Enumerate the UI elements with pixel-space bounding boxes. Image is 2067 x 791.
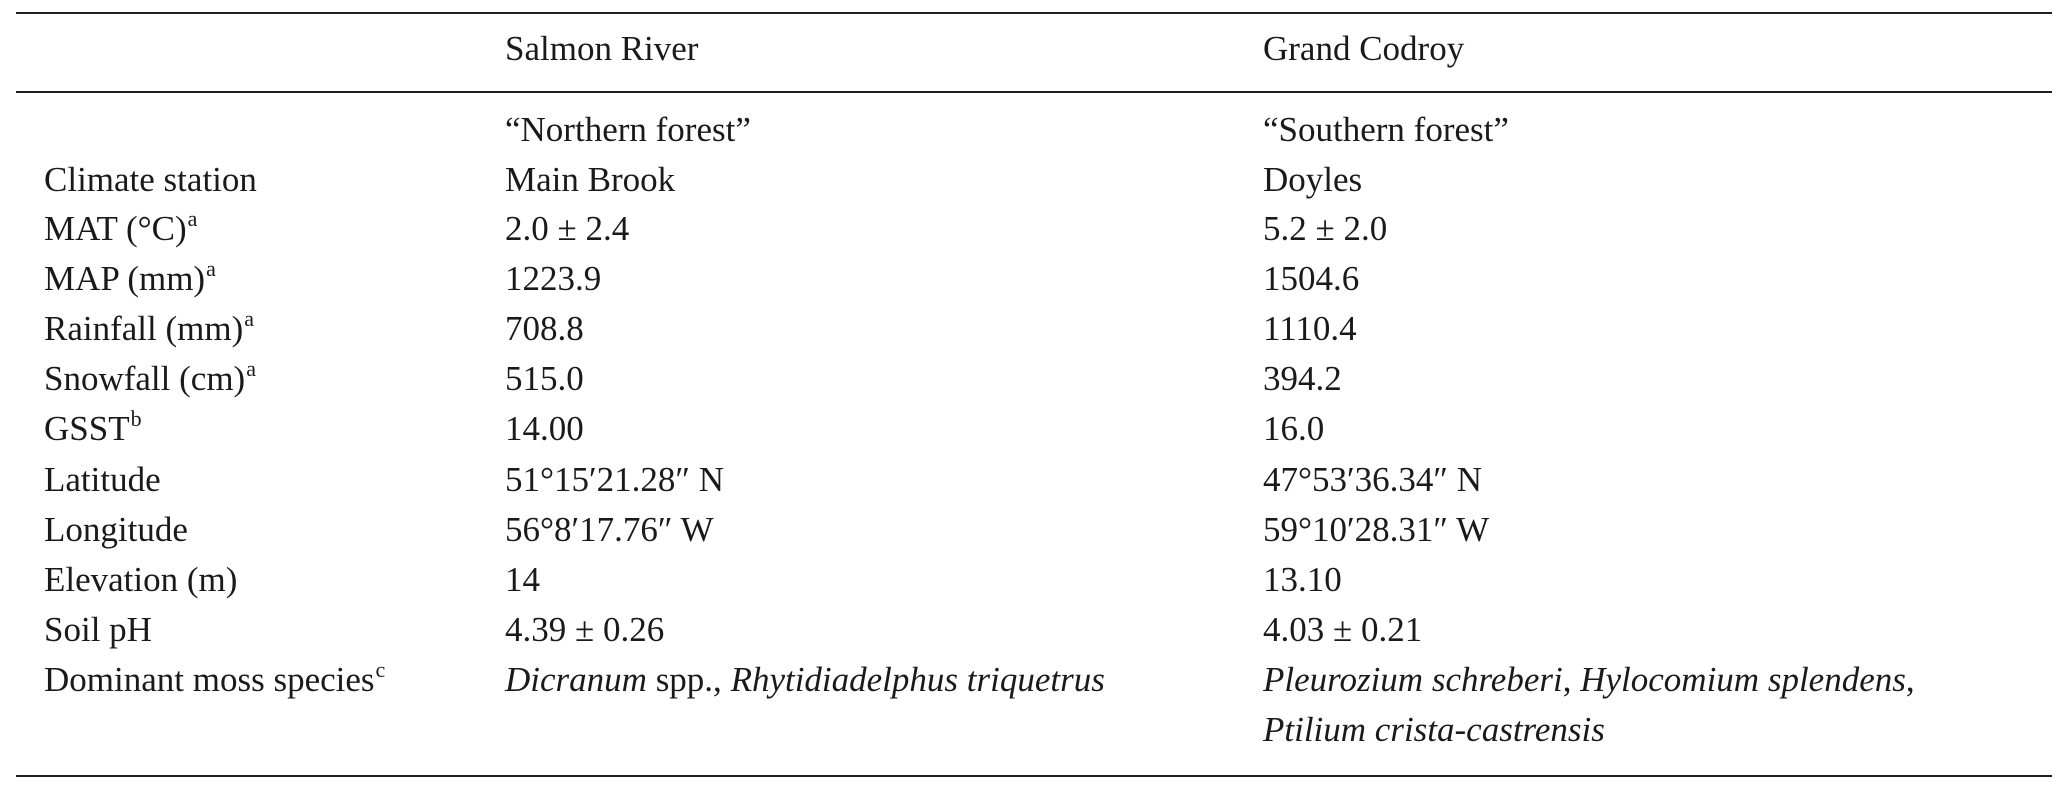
row-label-moss: Dominant moss species$^c$ — [44, 657, 386, 699]
table-cell: 14.00 — [505, 409, 584, 448]
moss-codroy-line2 — [1263, 705, 1605, 755]
table-cell: 708.8 — [505, 309, 584, 348]
table-cell: 1110.4 — [1263, 309, 1357, 348]
moss-species: Hylocomium splendens — [1580, 660, 1906, 699]
table-cell: 4.03 ± 0.21 — [1263, 610, 1423, 649]
table-cell: 13.10 — [1263, 560, 1342, 599]
moss-species: Ptilium crista-castrensis — [1263, 710, 1605, 749]
table-cell: 5.2 ± 2.0 — [1263, 209, 1388, 248]
forest-label-codroy: “Southern forest” — [1263, 110, 1509, 149]
table-cell: 59°10′28.31″ W — [1263, 510, 1490, 549]
table-cell: 1223.9 — [505, 259, 602, 298]
table-cell: 14 — [505, 560, 540, 599]
row-label: Longitude — [44, 510, 188, 549]
moss-species: Rhytidiadelphus triquetrus — [730, 660, 1105, 699]
row-label: Climate station — [44, 160, 257, 199]
table-cell: 47°53′36.34″ N — [1263, 460, 1483, 499]
row-label: Elevation (m) — [44, 560, 238, 599]
top-rule — [16, 12, 2052, 14]
table-cell: 394.2 — [1263, 359, 1342, 398]
table-cell: 515.0 — [505, 359, 584, 398]
table-cell: 56°8′17.76″ W — [505, 510, 714, 549]
moss-salmon — [505, 655, 1105, 705]
moss-genus: Dicranum — [505, 660, 647, 699]
row-label: GSST$^b$ — [44, 406, 142, 448]
column-header-grand-codroy: Grand Codroy — [1263, 29, 1465, 68]
table-cell: 4.39 ± 0.26 — [505, 610, 665, 649]
table-cell: Doyles — [1263, 160, 1363, 199]
row-label: Latitude — [44, 460, 161, 499]
row-label: MAP (mm)$^a$ — [44, 256, 216, 298]
row-label: Snowfall (cm)$^a$ — [44, 356, 256, 398]
table-cell: Main Brook — [505, 160, 676, 199]
forest-label-salmon: “Northern forest” — [505, 110, 751, 149]
row-label: Rainfall (mm)$^a$ — [44, 306, 255, 348]
table-cell: 16.0 — [1263, 409, 1325, 448]
header-rule — [16, 91, 2052, 93]
table-cell: 2.0 ± 2.4 — [505, 209, 630, 248]
row-label: Soil pH — [44, 610, 152, 649]
moss-codroy-line1: Pleurozium schreberi, Hylocomium splendens, — [1263, 660, 1915, 699]
bottom-rule — [16, 775, 2052, 777]
table-cell: 51°15′21.28″ N — [505, 460, 725, 499]
table-cell: 1504.6 — [1263, 259, 1360, 298]
row-label: MAT $(^\circ C)^a$ — [44, 206, 198, 248]
column-header-salmon-river: Salmon River — [505, 29, 699, 68]
moss-spp: spp., — [655, 660, 722, 699]
moss-species: Pleurozium schreberi — [1263, 660, 1563, 699]
